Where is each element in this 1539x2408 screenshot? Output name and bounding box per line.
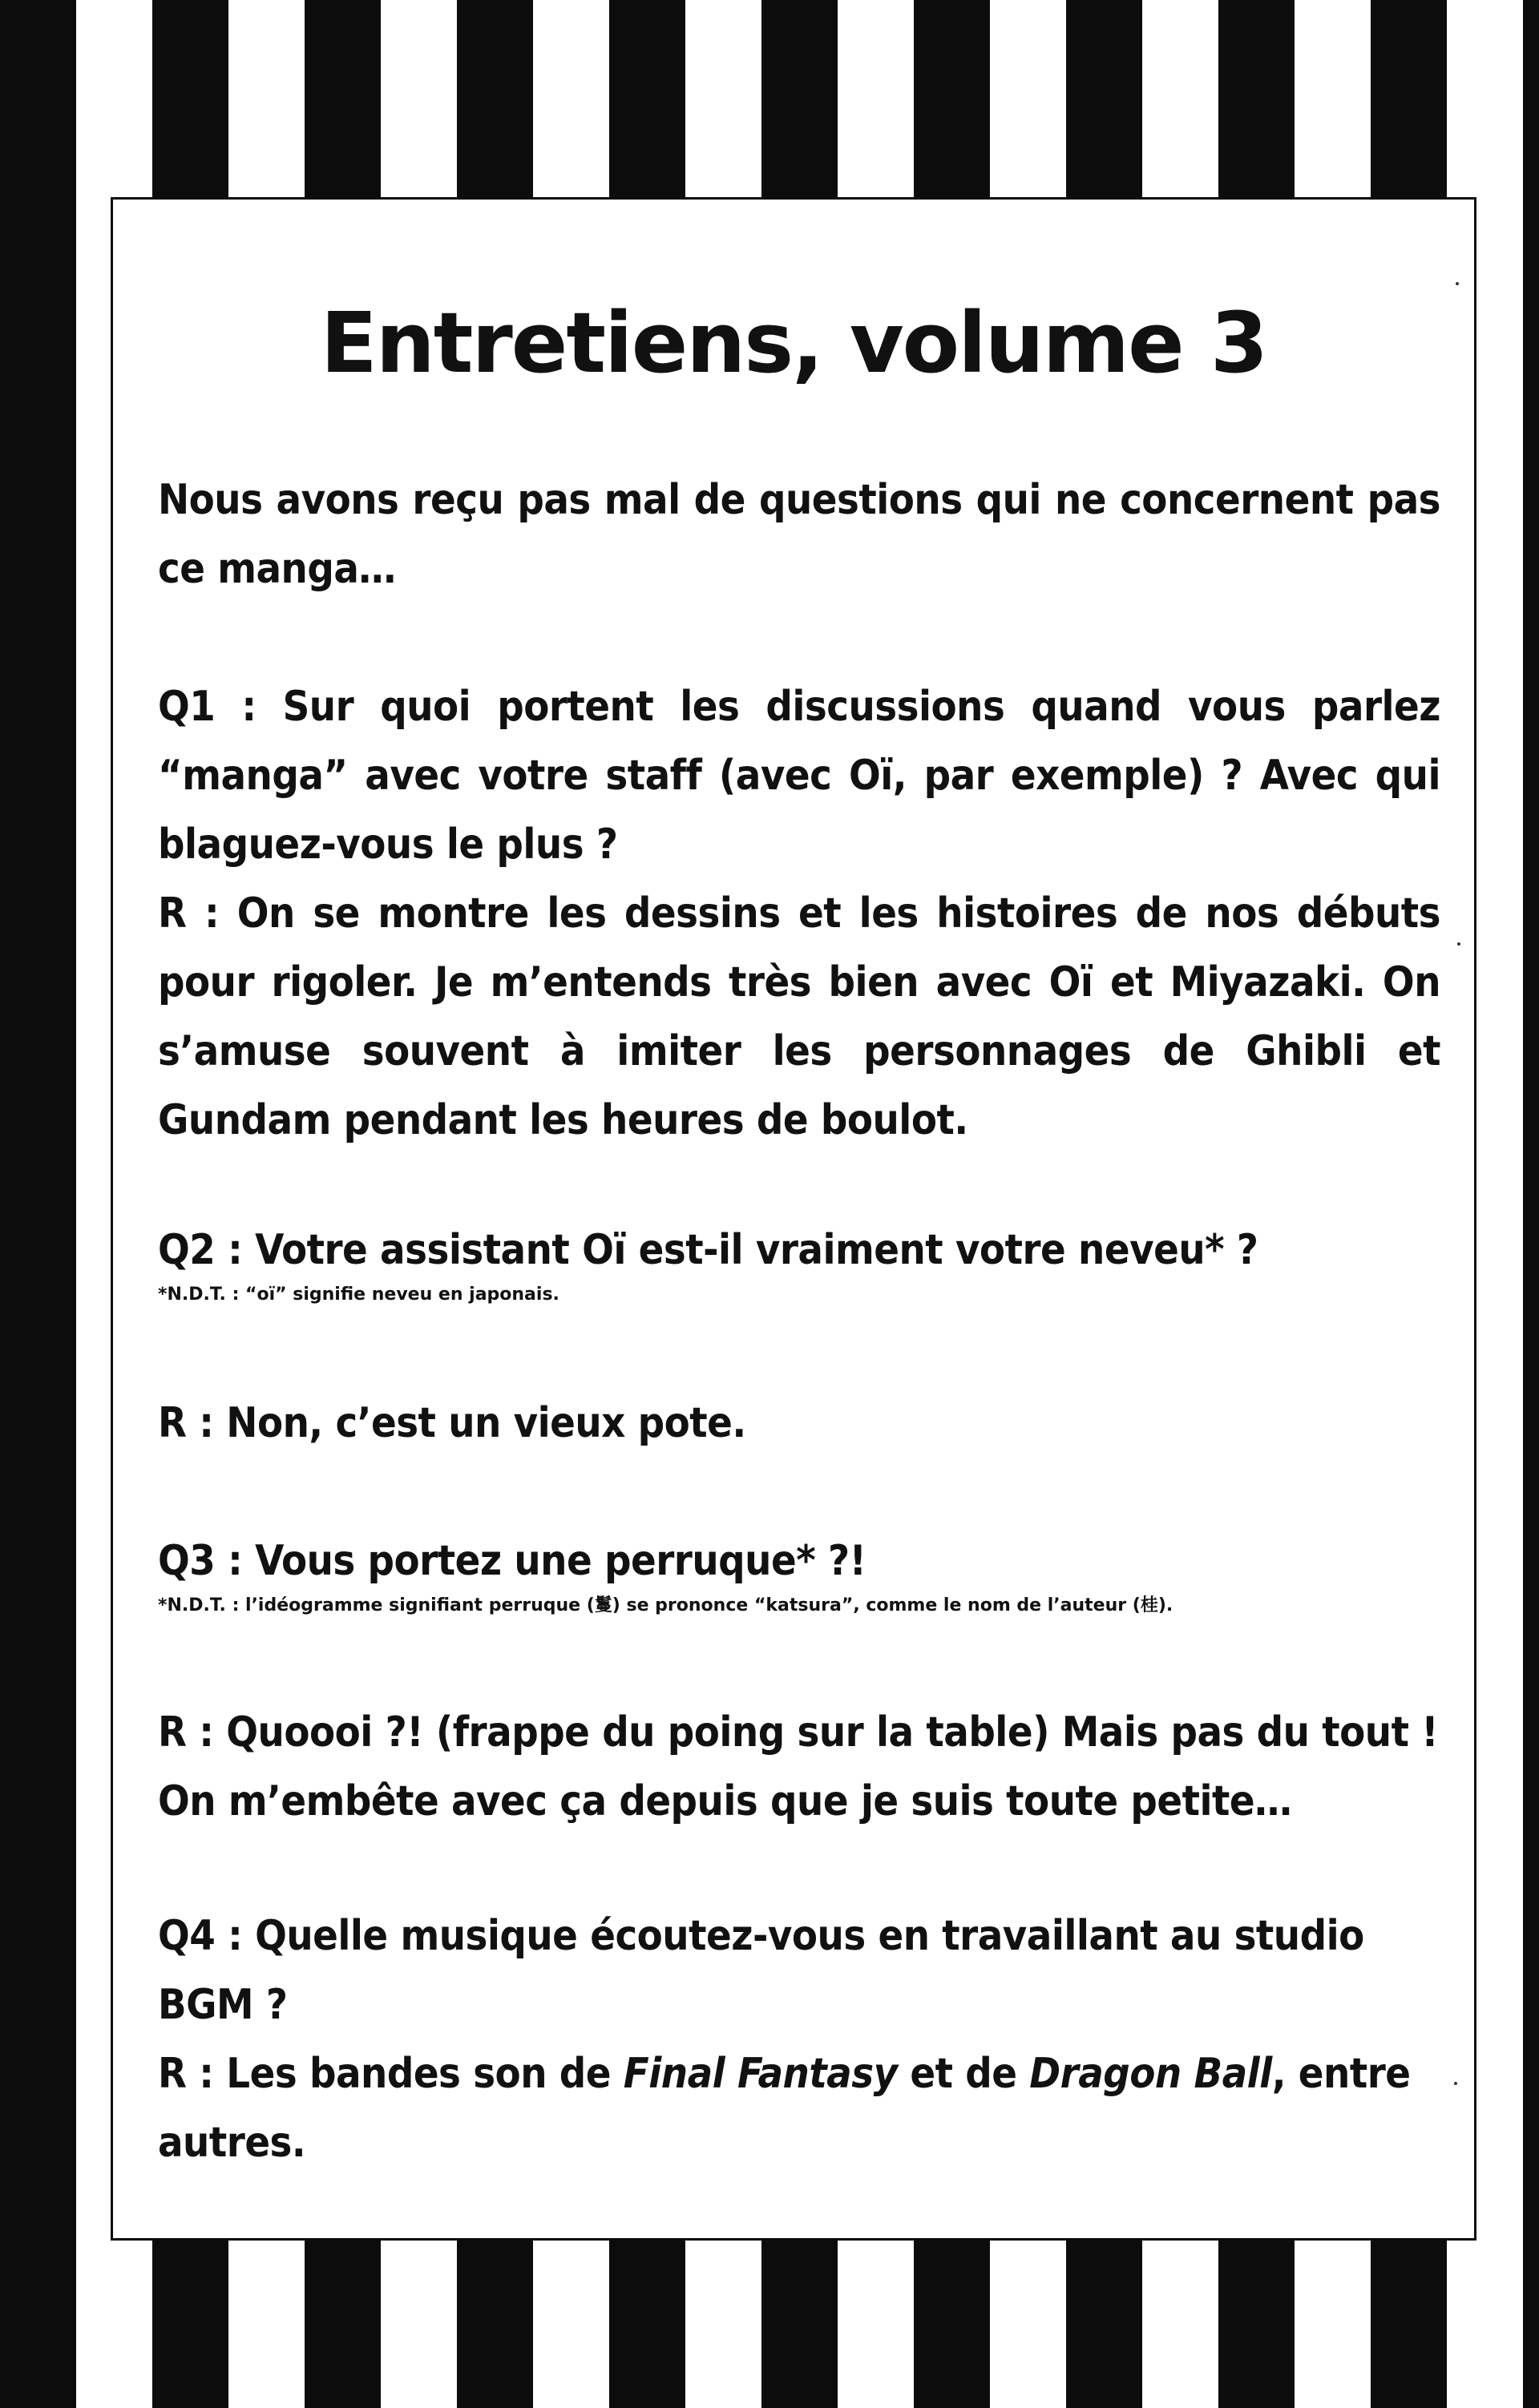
answer-4-text-b: et de xyxy=(897,2050,1030,2098)
question-4: Q4 : Quelle musique écoutez-vous en travaillant au studio BGM ? xyxy=(158,1912,1364,2029)
note-3-kanji-author: 桂 xyxy=(1140,1595,1158,1615)
note-3-kanji-wig: 鬘 xyxy=(594,1595,612,1615)
answer-4 xyxy=(158,2039,1440,2177)
question-2: Q2 : Votre assistant Oï est-il vraiment votre neveu* ? xyxy=(158,1226,1258,1274)
scan-speck xyxy=(1456,282,1459,285)
scan-speck xyxy=(1454,2082,1457,2085)
answer-4-text-a: R : Les bandes son de xyxy=(158,2050,624,2098)
translator-note-2: *N.D.T. : “oï” signifie neveu en japonais. xyxy=(158,1285,559,1305)
answer-1: R : On se montre les dessins et les histoires de nos débuts pour rigoler. Je m’entends très bien avec Oï et Miyazaki. On s’amuse souvent à imiter les personnages de Ghibli et Gundam pendant les heures de boulot. xyxy=(158,889,1440,1144)
translator-note-3 xyxy=(158,1594,1440,1618)
intro-text: Nous avons reçu pas mal de questions qui ne concernent pas ce manga… xyxy=(158,476,1440,593)
interview-panel xyxy=(111,197,1476,2241)
note-3-text-b: ) se prononce “katsura”, comme le nom de l’auteur ( xyxy=(612,1595,1141,1615)
page-title: Entretiens, volume 3 xyxy=(320,294,1267,392)
answer-3-line-1: R : Quoooi ?! (frappe du poing sur la table) Mais pas du tout ! xyxy=(158,1708,1439,1757)
note-3-text-a: *N.D.T. : l’idéogramme signifiant perruque ( xyxy=(158,1595,595,1615)
answer-4-title-final-fantasy: Final Fantasy xyxy=(623,2050,898,2098)
question-3: Q3 : Vous portez une perruque* ?! xyxy=(158,1537,866,1585)
scan-speck xyxy=(1457,942,1460,946)
answer-3-line-2: On m’embête avec ça depuis que je suis toute petite… xyxy=(158,1777,1292,1825)
answer-4-text-c: , entre autres. xyxy=(158,2050,1411,2167)
answer-2: R : Non, c’est un vieux pote. xyxy=(158,1399,746,1447)
question-1: Q1 : Sur quoi portent les discussions quand vous parlez “manga” avec votre staff (avec Oï, par exemple) ? Avec qui blaguez-vous le plus ? xyxy=(158,683,1440,869)
answer-4-title-dragon-ball: Dragon Ball xyxy=(1029,2050,1272,2098)
note-3-text-c: ). xyxy=(1157,1595,1173,1615)
